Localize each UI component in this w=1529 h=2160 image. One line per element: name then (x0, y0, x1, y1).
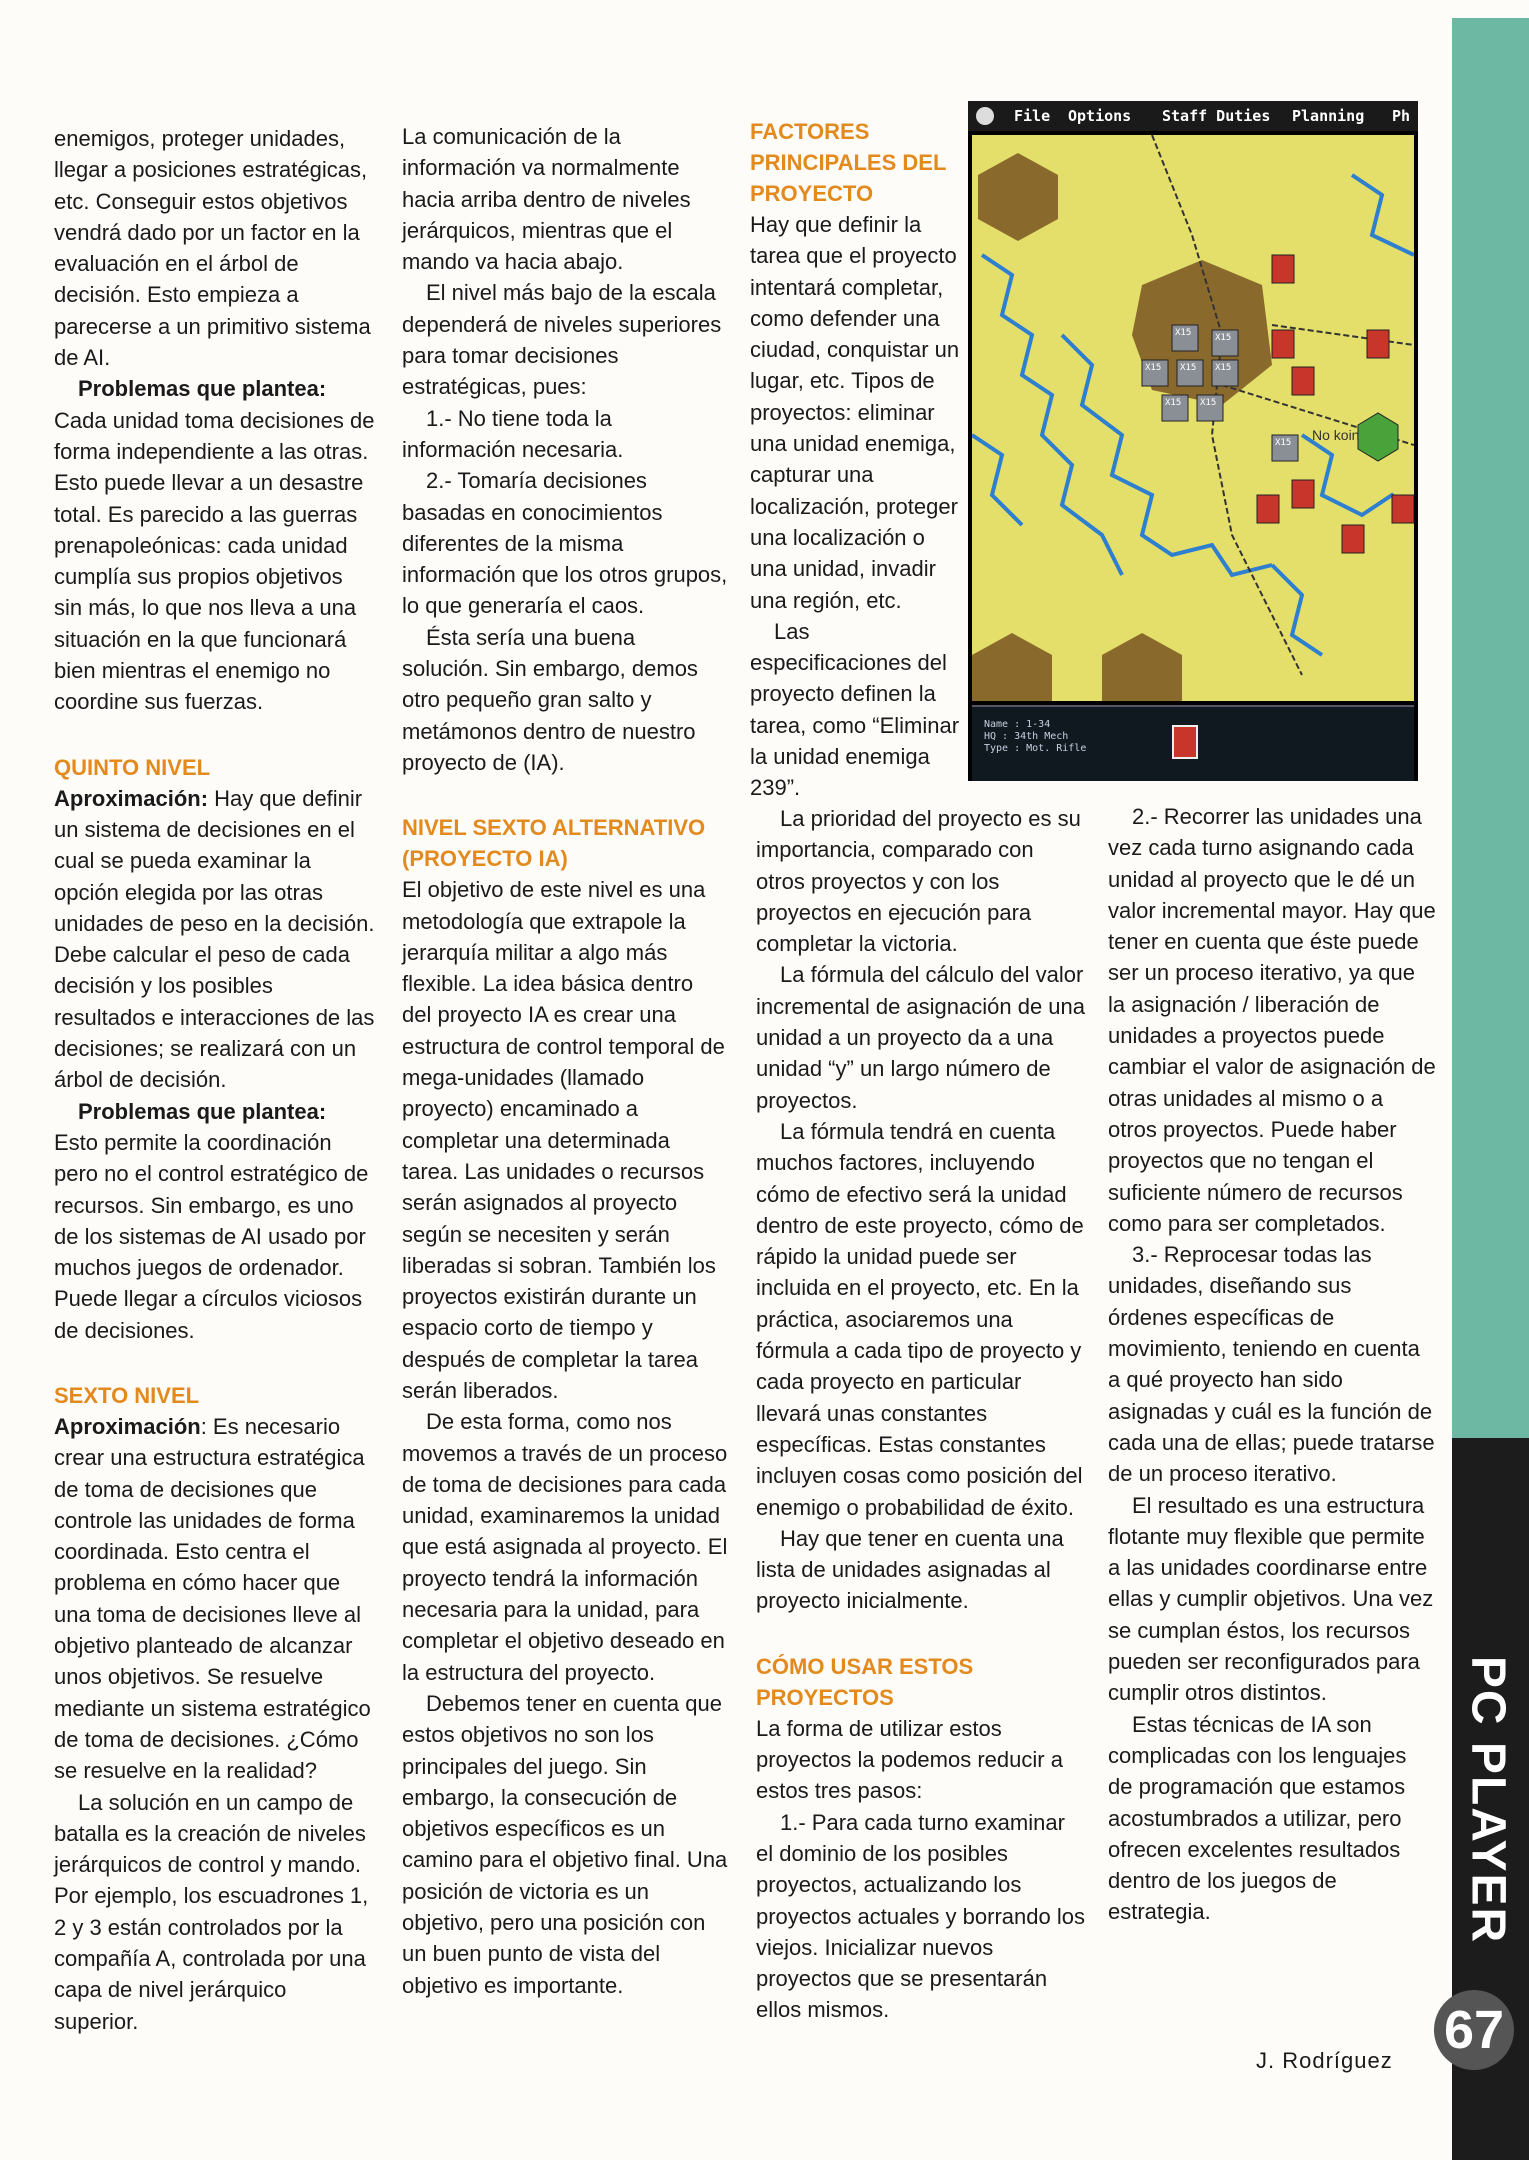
paragraph: Estas técnicas de IA son complicadas con los lenguajes de programación que estamos acostumbrados a utilizar, pero ofrecen excelentes resultados dentro de los juegos de estrategia. (1108, 1711, 1407, 1925)
list-item: 1.- Para cada turno examinar el dominio de los posibles proyectos, actualizando los proyectos actuales y borrando los viejos. Inicializar nuevos proyectos que se presentarán ellos mismos. (756, 1809, 1085, 2023)
unit-info (984, 719, 1086, 755)
game-screenshot (968, 101, 1418, 781)
menu-item-staff-duties: Staff Duties (1162, 107, 1271, 125)
label: Aproximación: (54, 785, 209, 811)
paragraph: La fórmula tendrá en cuenta muchos factores, incluyendo cómo de efectivo será la unidad dentro de este proyecto, cómo de rápido la unidad puede ser incluida en el proyecto, etc. En la práctica, asociaremos una fórmula a cada tipo de proyecto y cada proyecto en particular llevará unas constantes específicas. Estas constantes incluyen cosas como posición del enemigo o probabilidad de éxito. (756, 1118, 1084, 1520)
section-heading: FACTORES PRINCIPALES DEL PROYECTO (750, 119, 946, 206)
list-item: 2.- Recorrer las unidades una vez cada turno asignando cada unidad al proyecto que le dé un valor incremental mayor. Hay que tener en cuenta que éste puede ser un proceso iterativo, ya que la asignación / liberación de unidades a proyectos puede cambiar el valor de asignación de otras unidades al mismo o a otros proyectos. Puede haber proyectos que no tengan el suficiente número de recursos como para ser completados. (1108, 804, 1436, 1236)
paragraph: Debemos tener en cuenta que estos objetivos no son los principales del juego. Sin embargo, la consecución de objetivos específicos es un camino para el objetivo final. Una posición de victoria es un objetivo, pero una posición con un buen punto de vista del objetivo es importante. (402, 1690, 728, 1998)
selected-unit-icon (1172, 725, 1198, 759)
column-1 (54, 123, 376, 2037)
column-4 (1108, 801, 1436, 1928)
column-3-lower (756, 803, 1086, 2026)
unit-label: X15 (1215, 363, 1232, 373)
section-heading: QUINTO NIVEL (54, 754, 211, 780)
paragraph (54, 1411, 376, 1787)
paragraph: El nivel más bajo de la escala dependerá de niveles superiores para tomar decisiones estratégicas, pues: (402, 280, 722, 400)
sidebar-green-band (1452, 18, 1529, 1438)
list-item: 3.- Reprocesar todas las unidades, diseñando sus órdenes específicas de movimiento, teniendo en cuenta a qué proyecto han sido asignadas y cuál es la función de cada una de ellas; puede tratarse de un proceso iterativo. (1108, 1242, 1435, 1487)
paragraph: La comunicación de la información va normalmente hacia arriba dentro de niveles jerárquicos, mientras que el mando va hacia abajo. (402, 124, 691, 275)
unit-counter (1292, 480, 1314, 508)
paragraph: enemigos, proteger unidades, llegar a posiciones estratégicas, etc. Conseguir estos objetivos vendrá dado por un factor en la evaluación en el árbol de decisión. Esto empieza a parecerse a un primitivo sistema de AI. (54, 126, 371, 371)
section-heading: NIVEL SEXTO ALTERNATIVO (PROYECTO IA) (402, 815, 706, 872)
label: Aproximación (54, 1413, 201, 1439)
menu-item-file: File (1014, 107, 1051, 125)
paragraph: Cada unidad toma decisiones de forma independiente a las otras. Esto puede llevar a un desastre total. Es parecido a las guerras prenapoleónicas: cada unidad cumplía sus propios objetivos sin más, lo que nos lleva a una situación en la que funcionará bien mientras el enemigo no coordine sus fuerzas. (54, 407, 375, 715)
unit-counter (1342, 525, 1364, 553)
menu-item-options: Options (1068, 107, 1132, 125)
unit-counter (1272, 255, 1294, 283)
unit-label: X15 (1275, 438, 1292, 448)
column-3-upper (750, 116, 965, 804)
paragraph: La solución en un campo de batalla es la creación de niveles jerárquicos de control y mando. Por ejemplo, los escuadrones 1, 2 y 3 están controlados por la compañía A, controlada por una capa de nivel jerárquico superior. (54, 1789, 369, 2034)
paragraph: La prioridad del proyecto es su importancia, comparado con otros proyectos y con los proyectos en ejecución para completar la victoria. (756, 806, 1081, 957)
unit-counter (1392, 495, 1414, 523)
list-item: 2.- Tomaría decisiones basadas en conocimientos diferentes de la misma información que los otros grupos, lo que generaría el caos. (402, 468, 728, 619)
paragraph: El resultado es una estructura flotante muy flexible que permite a las unidades coordinarse entre ellas y cumplir objetivos. Una vez se cumplan éstos, los recursos pueden ser reconfigurados para cumplir otros distintos. (1108, 1492, 1434, 1706)
unit-label: X15 (1165, 398, 1182, 408)
unit-status-panel (972, 705, 1414, 781)
paragraph: Hay que tener en cuenta una lista de unidades asignadas al proyecto inicialmente. (756, 1525, 1064, 1614)
paragraph: De esta forma, como nos movemos a través de un proceso de toma de decisiones para cada unidad, examinaremos la unidad que está asignada al proyecto. El proyecto tendrá la información necesaria para la unidad, para completar el objetivo deseado en la estructura del proyecto. (402, 1409, 728, 1685)
paragraph: La fórmula del cálculo del valor incremental de asignación de una unidad a un proyecto da a una unidad “y” un largo número de proyectos. (756, 962, 1086, 1113)
unit-type: Type : Mot. Rifle (984, 743, 1087, 754)
section-heading: SEXTO NIVEL (54, 1382, 200, 1408)
author: J. Rodríguez (1256, 2048, 1393, 2073)
unit-label: X15 (1175, 328, 1192, 338)
paragraph: Ésta sería una buena solución. Sin embargo, demos otro pequeño gran salto y metámonos dentro de nuestro proyecto de (IA). (402, 624, 698, 775)
paragraph (54, 1096, 376, 1127)
paragraph-text: : Es necesario crear una estructura estratégica de toma de decisiones que controle las unidades de forma coordinada. Esto centra el problema en cómo hacer que una toma de decisiones lleve al objetivo planteado de alcanzar unos objetivos. Se resuelve mediante un sistema estratégico de toma de decisiones. ¿Cómo se resuelve en la realidad? (54, 1413, 371, 1784)
paragraph-text: Hay que definir un sistema de decisiones en el cual se pueda examinar la opción elegida por las otras unidades de peso en la decisión. Debe calcular el peso de cada decisión y los posibles resultados e interacciones de las decisiones; se realizará con un árbol de decisión. (54, 785, 375, 1093)
magazine-name: PC PLAYER (1461, 1655, 1515, 1945)
paragraph: Las especificaciones del proyecto definen la tarea, como “Eliminar la unidad enemiga 239”. (750, 618, 960, 801)
unit-counter (1367, 330, 1389, 358)
apple-icon (976, 107, 994, 125)
list-item: 1.- No tiene toda la información necesaria. (402, 405, 624, 462)
label: Problemas que plantea: (78, 376, 327, 402)
unit-counter (1292, 367, 1314, 395)
unit-name: Name : 1-34 (984, 719, 1051, 730)
paragraph: Esto permite la coordinación pero no el control estratégico de recursos. Sin embargo, es uno de los sistemas de AI usado por muchos juegos de ordenador. Puede llegar a círculos viciosos de decisiones. (54, 1129, 369, 1343)
paragraph: La forma de utilizar estos proyectos la podemos reducir a estos tres pasos: (756, 1715, 1063, 1804)
page-number: 67 (1434, 1990, 1514, 2070)
unit-label: X15 (1215, 333, 1232, 343)
unit-label: X15 (1180, 363, 1197, 373)
unit-counter (1257, 495, 1279, 523)
paragraph (54, 783, 376, 1096)
menu-item-phase: Ph (1392, 107, 1411, 125)
town-label: No koin (1312, 427, 1360, 443)
paragraph (54, 373, 376, 404)
unit-hq: HQ : 34th Mech (984, 731, 1069, 742)
unit-label: X15 (1200, 398, 1217, 408)
game-menu-bar (968, 101, 1418, 131)
paragraph: Hay que definir la tarea que el proyecto intentará completar, como defender una ciudad, conquistar un lugar, etc. Tipos de proyectos: eliminar una unidad enemiga, capturar una localización, proteger una localización o una unidad, invadir una región, etc. (750, 212, 960, 613)
unit-label: X15 (1145, 363, 1162, 373)
section-heading: CÓMO USAR ESTOS PROYECTOS (756, 1653, 974, 1710)
column-2 (402, 121, 728, 2001)
menu-item-planning: Planning (1292, 107, 1365, 125)
label: Problemas que plantea: (78, 1098, 327, 1124)
paragraph: El objetivo de este nivel es una metodología que extrapole la jerarquía militar a algo más flexible. La idea básica dentro del proyecto IA es crear una estructura de control temporal de mega-unidades (llamado proyecto) encaminado a completar una determinada tarea. Las unidades o recursos serán asignados al proyecto según se necesiten y serán liberadas si sobran. También los proyectos existirán durante un espacio corto de tiempo y después de completar la tarea serán liberados. (402, 877, 725, 1403)
hex-map (972, 135, 1414, 701)
unit-counter (1272, 330, 1294, 358)
